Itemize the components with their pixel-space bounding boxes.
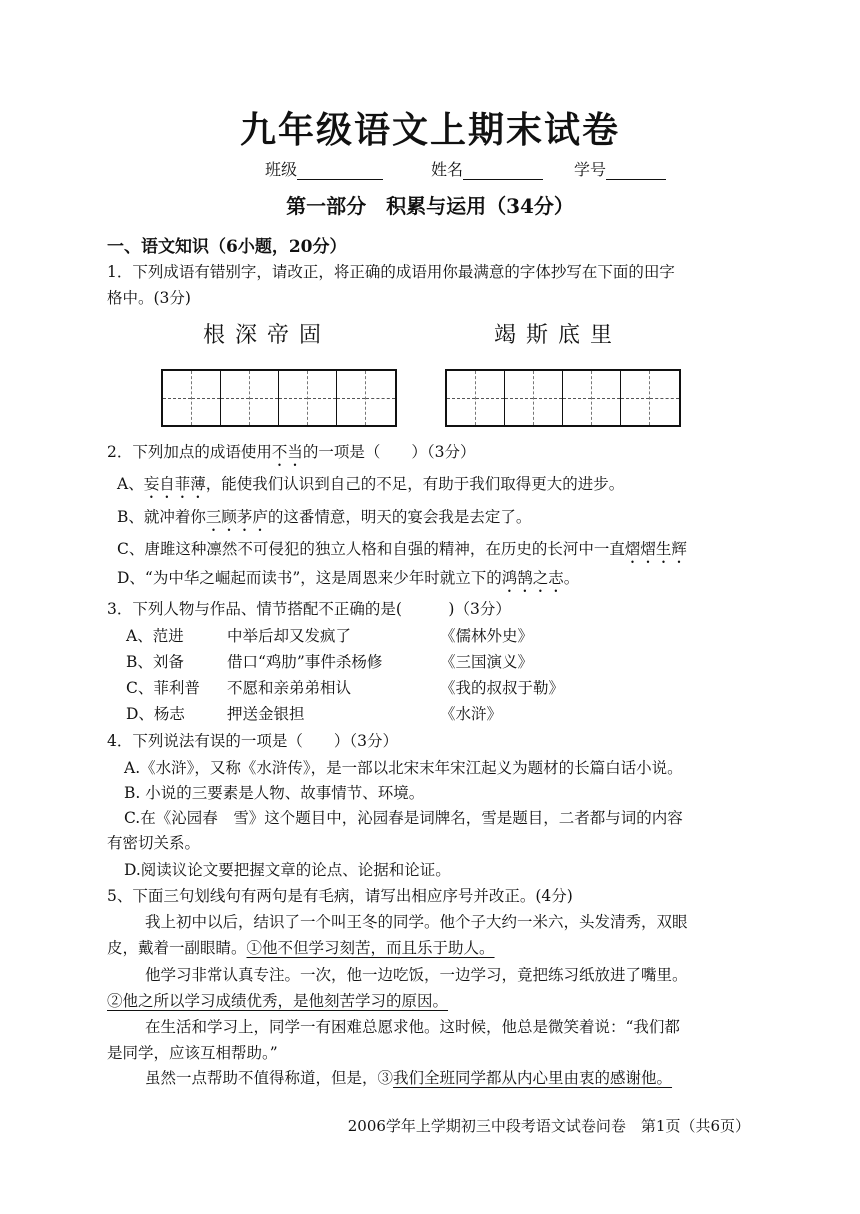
q5-passage-line bbox=[145, 1068, 672, 1088]
idiom-b: 竭斯底里 bbox=[494, 323, 623, 348]
passage-text: 虽然一点帮助不值得称道，但是，③ bbox=[145, 1069, 394, 1087]
q5-passage-line bbox=[107, 938, 495, 958]
underlined-sentence-2: ②他之所以学习成绩优秀，是他刻苦学习的原因。 bbox=[107, 992, 449, 1010]
name-field bbox=[431, 157, 543, 180]
underlined-sentence-1: ①他不但学习刻苦，而且乐于助人。 bbox=[246, 939, 495, 957]
option-text: C、唐雎这种凛然不可侵犯的独立人格和自强的精神，在历史的长河中一直 bbox=[117, 540, 625, 558]
q2-stem-emphasis: 不当 bbox=[271, 443, 303, 461]
q5-passage-line: 在生活和学习上，同学一有困难总愿求他。这时候，他总是微笑着说：“我们都 bbox=[145, 1018, 680, 1036]
q2-stem-text-end: 的一项是（ ）（3分） bbox=[302, 443, 476, 461]
underlined-sentence-3: 我们全班同学都从内心里由衷的感谢他。 bbox=[393, 1069, 673, 1087]
part-title: 第一部分 积累与运用（34分） bbox=[286, 194, 574, 218]
grid-cell[interactable] bbox=[505, 371, 534, 425]
option-label: A、 bbox=[117, 475, 144, 493]
class-field bbox=[265, 157, 383, 180]
grid-cell[interactable] bbox=[279, 371, 308, 425]
q3-row-a-plot: 中举后却又发疯了 bbox=[227, 627, 352, 645]
class-blank[interactable] bbox=[297, 162, 383, 180]
q4-option-d[interactable]: D.阅读议论文要把握文章的论点、论据和论证。 bbox=[124, 861, 451, 879]
q4-option-b[interactable]: B. 小说的三要素是人物、故事情节、环境。 bbox=[124, 784, 425, 802]
option-text: B、就冲着你 bbox=[117, 508, 206, 526]
q3-row-b-label: B、刘备 bbox=[126, 653, 184, 671]
q1-stem-line1: 1．下列成语有错别字，请改正，将正确的成语用你最满意的字体抄写在下面的田字 bbox=[107, 263, 675, 281]
q3-row-b-work: 《三国演义》 bbox=[440, 653, 534, 671]
grid-cell[interactable] bbox=[476, 371, 505, 425]
q5-passage-line: 他学习非常认真专注。一次，他一边吃饭，一边学习，竟把练习纸放进了嘴里。 bbox=[145, 966, 688, 984]
q2-option-d[interactable] bbox=[117, 568, 579, 596]
grid-cell[interactable] bbox=[221, 371, 250, 425]
q4-option-c-line1[interactable]: C.在《沁园春 雪》这个题目中，沁园春是词牌名，雪是题目，二者都与词的内容 bbox=[124, 809, 683, 827]
page-footer: 2006学年上学期初三中段考语文试卷问卷 第1页（共6页） bbox=[347, 1117, 750, 1135]
q3-row-d-label: D、杨志 bbox=[126, 705, 185, 723]
grid-cell[interactable] bbox=[250, 371, 279, 425]
q3-row-c-label: C、菲利普 bbox=[126, 679, 200, 697]
page-title: 九年级语文上期末试卷 bbox=[239, 109, 620, 151]
grid-cell[interactable] bbox=[534, 371, 563, 425]
id-label: 学号 bbox=[574, 160, 607, 179]
grid-cell[interactable] bbox=[447, 371, 476, 425]
q3-row-d-plot: 押送金银担 bbox=[227, 705, 305, 723]
grid-cell[interactable] bbox=[592, 371, 621, 425]
q4-stem: 4．下列说法有误的一项是（ ）（3分） bbox=[107, 732, 398, 750]
grid-cell[interactable] bbox=[621, 371, 650, 425]
option-emphasis: 鸿鹄之志 bbox=[501, 569, 564, 587]
q4-option-a[interactable]: A.《水浒》，又称《水浒传》，是一部以北宋末年宋江起义为题材的长篇白话小说。 bbox=[124, 759, 683, 777]
option-text: 。 bbox=[563, 569, 580, 587]
passage-text: 皮，戴着一副眼睛。 bbox=[107, 939, 247, 957]
q3-row-b-plot: 借口“鸡肋”事件杀杨修 bbox=[227, 653, 383, 671]
option-text: D、“为中华之崛起而读书”，这是周恩来少年时就立下的 bbox=[117, 569, 502, 587]
option-emphasis: 妄自菲薄 bbox=[143, 475, 206, 493]
grid-cell[interactable] bbox=[337, 371, 366, 425]
option-text: ，能使我们认识到自己的不足，有助于我们取得更大的进步。 bbox=[205, 475, 625, 493]
name-label: 姓名 bbox=[431, 160, 464, 179]
q4-option-c-line2: 有密切关系。 bbox=[107, 834, 201, 852]
q5-stem: 5、下面三句划线句有两句是有毛病，请写出相应序号并改正。(4分) bbox=[107, 887, 573, 905]
q2-option-b[interactable] bbox=[117, 507, 531, 535]
grid-cell[interactable] bbox=[563, 371, 592, 425]
writing-grid-b[interactable] bbox=[445, 369, 681, 427]
id-field bbox=[574, 157, 666, 180]
writing-grid-a[interactable] bbox=[161, 369, 397, 427]
grid-cell[interactable] bbox=[163, 371, 192, 425]
q3-stem: 3．下列人物与作品、情节搭配不正确的是( )（3分） bbox=[107, 600, 511, 618]
name-blank[interactable] bbox=[463, 162, 543, 180]
class-label: 班级 bbox=[265, 160, 298, 179]
q2-option-a[interactable] bbox=[117, 474, 624, 502]
q2-stem bbox=[107, 442, 476, 470]
idiom-a: 根深帝固 bbox=[203, 323, 332, 348]
q5-passage-line: 是同学，应该互相帮助。” bbox=[107, 1044, 278, 1062]
option-emphasis: 三顾茅庐 bbox=[205, 508, 268, 526]
q2-option-c[interactable] bbox=[117, 539, 687, 567]
section-title: 一、语文知识（6小题，20分） bbox=[107, 237, 347, 257]
q3-row-d-work: 《水浒》 bbox=[440, 705, 503, 723]
q3-row-a-work: 《儒林外史》 bbox=[440, 627, 534, 645]
grid-cell[interactable] bbox=[650, 371, 679, 425]
q1-stem-line2: 格中。(3分) bbox=[107, 289, 191, 307]
grid-cell[interactable] bbox=[192, 371, 221, 425]
grid-cell[interactable] bbox=[366, 371, 395, 425]
option-text: 的这番情意，明天的宴会我是去定了。 bbox=[267, 508, 532, 526]
grid-cell[interactable] bbox=[308, 371, 337, 425]
q3-row-a-label: A、范进 bbox=[126, 627, 184, 645]
q2-stem-text: 2．下列加点的成语使用 bbox=[107, 443, 272, 461]
q5-passage-line bbox=[107, 991, 448, 1011]
q3-row-c-plot: 不愿和亲弟弟相认 bbox=[227, 679, 352, 697]
option-emphasis: 熠熠生辉 bbox=[624, 540, 687, 558]
q5-passage-line: 我上初中以后，结识了一个叫王冬的同学。他个子大约一米六，头发清秀，双眼 bbox=[145, 913, 688, 931]
q3-row-c-work: 《我的叔叔于勒》 bbox=[440, 679, 565, 697]
id-blank[interactable] bbox=[606, 162, 666, 180]
